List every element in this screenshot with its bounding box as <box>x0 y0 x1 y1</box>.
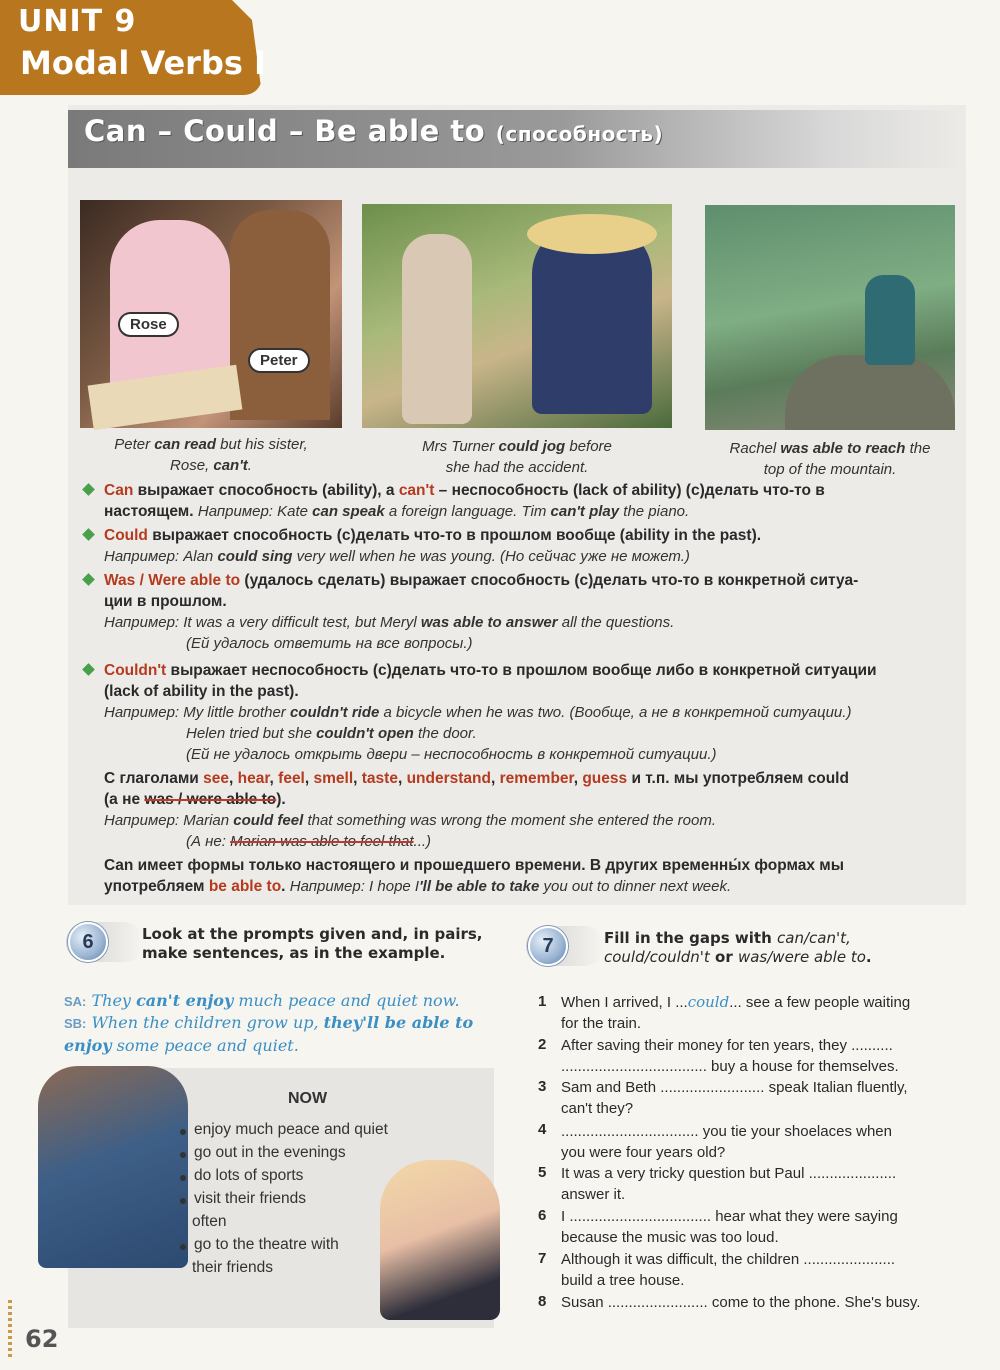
exercise6-example-sb: SB: When the children grow up, they'll be able to enjoy some peace and quiet. <box>64 1013 474 1055</box>
photo-figure-peter <box>230 210 330 420</box>
photo-father-child <box>38 1066 188 1268</box>
bullet-icon <box>180 1129 186 1135</box>
photo-mrs-turner <box>362 204 672 428</box>
exercise6-instructions: Look at the prompts given and, in pairs, make sentences, as in the example. <box>142 925 483 962</box>
caption-mrs-turner: Mrs Turner could jog before she had the accident. <box>422 438 612 476</box>
caption-rachel: Rachel was able to reach the top of the mountain. <box>729 440 931 478</box>
gap-number: 6 <box>538 1207 547 1224</box>
exercise7-number: 7 <box>528 926 568 966</box>
gap-item[interactable]: Susan ........................ come to the phone. She's busy. <box>561 1294 921 1311</box>
now-item: go to the theatre with <box>194 1236 339 1253</box>
now-item: go out in the evenings <box>194 1144 346 1161</box>
gap-item[interactable]: ................................. you tie your shoelaces when you were four years old? <box>561 1123 892 1161</box>
rule-be-able-to: Can имеет формы только настоящего и прошедшего времени. В других временны́х формах мы употребляем be able to. Например: I hope I'll be able to take you out to dinner next week. <box>104 857 845 895</box>
gap-item[interactable]: After saving their money for ten years, they .......... ................................... buy a house for themselves. <box>561 1037 899 1075</box>
bullet-icon <box>180 1152 186 1158</box>
gap-item[interactable]: It was a very tricky question but Paul ..................... answer it. <box>561 1165 897 1203</box>
gap-number: 8 <box>538 1293 547 1310</box>
now-item-cont: often <box>192 1213 227 1230</box>
bullet-icon <box>180 1244 186 1250</box>
gap-number: 4 <box>538 1121 547 1138</box>
gap-item[interactable]: Sam and Beth ......................... speak Italian fluently, can't they? <box>561 1079 908 1117</box>
gap-number: 2 <box>538 1036 547 1053</box>
gap-number: 7 <box>538 1250 547 1267</box>
gap-number: 1 <box>538 993 547 1010</box>
unit-number: UNIT 9 <box>18 4 137 39</box>
now-item: visit their friends <box>194 1190 306 1207</box>
photo-figure-hiker <box>865 275 915 365</box>
page-edge-dots <box>8 1300 12 1360</box>
bullet-icon <box>180 1198 186 1204</box>
photo-peter-rose <box>80 200 342 428</box>
now-item: enjoy much peace and quiet <box>194 1121 388 1138</box>
label-peter: Peter <box>248 348 310 373</box>
page-number: 62 <box>25 1325 59 1353</box>
now-title: NOW <box>288 1090 328 1107</box>
photo-figure-runner <box>402 234 472 424</box>
section-title <box>84 114 663 148</box>
rule-could: Could выражает способность (с)делать что-то в прошлом вообще (ability in the past). Например: Alan could sing very well when he was young. (Но сейчас уже не может.) <box>104 527 762 565</box>
section-title-text: Can – Could – Be able to <box>84 114 486 148</box>
exercise7-instructions: Fill in the gaps with can/can't, could/couldn't or was/were able to. <box>604 929 872 966</box>
photo-hat <box>527 214 657 254</box>
gap-number: 5 <box>538 1164 547 1181</box>
photo-mother-baby <box>380 1160 500 1320</box>
now-item: do lots of sports <box>194 1167 304 1184</box>
rule-can: Can выражает способность (ability), а can't – неспособность (lack of ability) (с)делать что-то в настоящем. Например: Kate can speak a foreign language. Tim can't play the piano. <box>104 482 825 520</box>
section-subtitle: (способность) <box>495 122 664 146</box>
gap-item[interactable]: I .................................. hear what they were saying because the music was too loud. <box>561 1208 898 1246</box>
rule-perception-verbs: С глаголами see, hear, feel, smell, taste, understand, remember, guess и т.п. мы употребляем could (а не was / were able to). Например: Marian could feel that something was wrong the moment she entered the room. (А не: Marian was able to feel that...) <box>104 770 849 850</box>
unit-title: Modal Verbs I <box>20 44 266 82</box>
photo-rachel <box>705 205 955 430</box>
caption-peter: Peter can read but his sister, Rose, can't. <box>114 436 308 474</box>
now-item-cont: their friends <box>192 1259 273 1276</box>
photo-rock <box>785 355 955 430</box>
rule-was-able-to: Was / Were able to (удалось сделать) выражает способность (с)делать что-то в конкретной ситуа- ции в прошлом. Например: It was a very difficult test, but Meryl was able to answer all the questions. (Ей удалось ответить на все вопросы.) <box>104 572 859 652</box>
rule-couldnt: Couldn't выражает неспособность (с)делать что-то в прошлом вообще либо в конкретной ситуации (lack of ability in the past). Например: My little brother couldn't ride a bicycle when he was two. (Вообще, а не в конкретной ситуации.) Helen tried but she couldn't open the door. (Ей не удалось открыть двери – неспособность в конкретной ситуации.) <box>104 662 877 763</box>
gap-number: 3 <box>538 1078 547 1095</box>
exercise6-example-sa: SA: They can't enjoy much peace and quiet now. <box>64 991 460 1010</box>
exercise6-number: 6 <box>68 922 108 962</box>
bullet-icon <box>180 1175 186 1181</box>
label-rose: Rose <box>118 312 179 337</box>
gap-item[interactable]: Although it was difficult, the children ...................... build a tree house. <box>561 1251 896 1289</box>
gap-item: When I arrived, I ...could... see a few people waiting for the train. <box>561 993 911 1032</box>
